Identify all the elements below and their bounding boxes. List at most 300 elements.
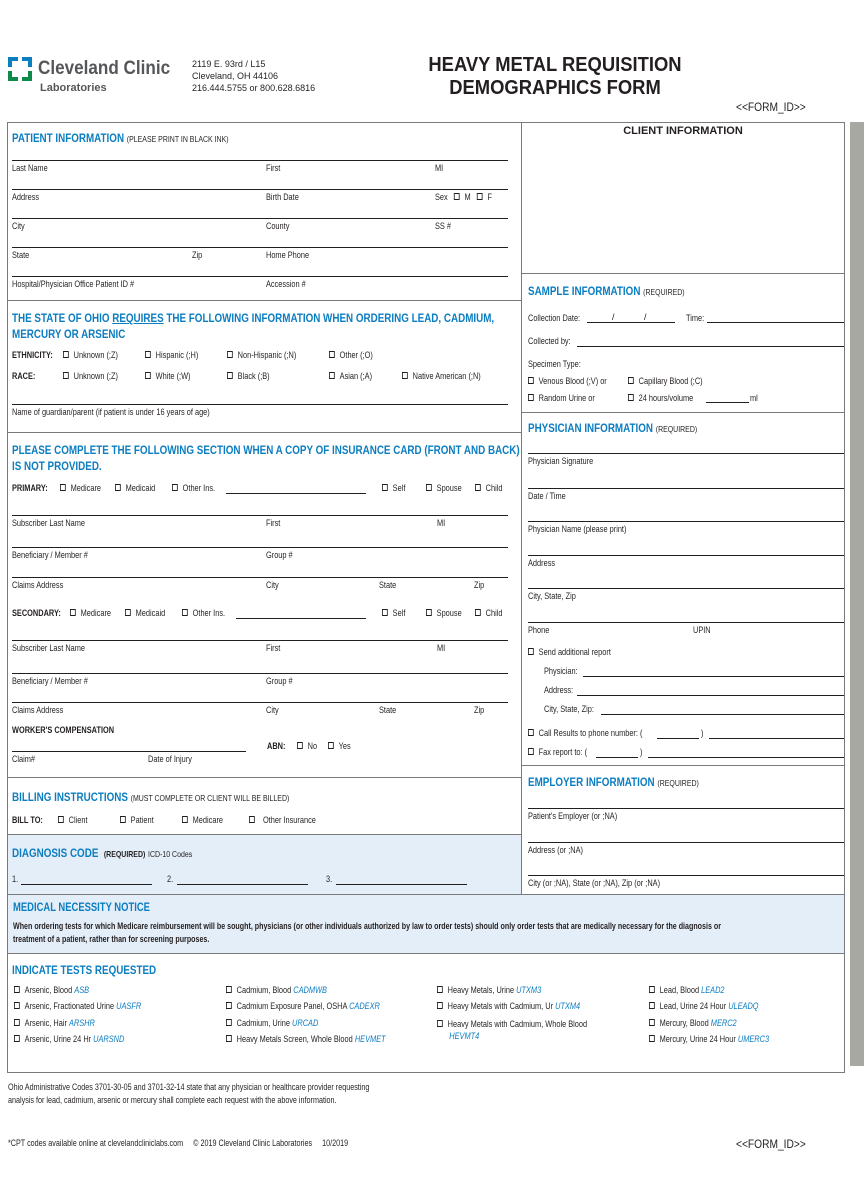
physician-address-field[interactable] xyxy=(528,555,844,556)
secondary-relation-option[interactable] xyxy=(475,608,502,618)
test-checkbox[interactable] xyxy=(14,1035,20,1042)
relation-checkbox[interactable] xyxy=(382,609,388,616)
employer-city-field[interactable] xyxy=(528,875,844,876)
volume-field[interactable] xyxy=(706,402,749,403)
zip-label: Zip xyxy=(192,250,203,260)
ethnicity-checkbox[interactable] xyxy=(329,351,335,358)
diagnosis-num: 3. xyxy=(326,874,333,884)
relation-label: Child xyxy=(485,608,503,618)
physician-info-title xyxy=(528,421,697,435)
specimen-checkbox[interactable] xyxy=(528,394,534,401)
ethnicity-option[interactable] xyxy=(227,350,296,360)
date-time-label: Date / Time xyxy=(528,491,566,501)
test-checkbox[interactable] xyxy=(437,986,443,993)
insurance-title-line-2: IS NOT PROVIDED. xyxy=(12,459,102,473)
billing-title xyxy=(12,790,289,804)
test-option[interactable] xyxy=(14,1034,124,1044)
diagnosis-title xyxy=(12,846,192,860)
divider xyxy=(7,777,522,778)
time-label: Time: xyxy=(686,313,705,323)
claims-state-label: State xyxy=(379,705,397,715)
city-label: City xyxy=(12,221,25,231)
state-line[interactable] xyxy=(12,247,508,248)
logo xyxy=(8,57,32,81)
secondary-plan-option[interactable] xyxy=(70,608,111,618)
abn-option[interactable] xyxy=(297,741,317,751)
physician-signature-field[interactable] xyxy=(528,453,844,454)
test-option[interactable] xyxy=(437,1001,580,1011)
patient-id-line[interactable] xyxy=(12,276,508,277)
lab-address xyxy=(192,58,315,94)
sex-label: Sex xyxy=(435,192,448,202)
test-name: Cadmium Exposure Panel, OSHA xyxy=(236,1001,348,1011)
bill-to-option[interactable] xyxy=(58,815,88,825)
subscriber-mi-label: MI xyxy=(437,643,446,653)
paren-close: ) xyxy=(640,747,643,757)
bill-to-option[interactable] xyxy=(182,815,223,825)
relation-checkbox[interactable] xyxy=(475,484,481,491)
specimen-checkbox[interactable] xyxy=(628,377,634,384)
sex-m-checkbox[interactable] xyxy=(454,193,460,200)
call-results-checkbox[interactable] xyxy=(528,729,534,736)
specimen-option-label: 24 hours/volume xyxy=(638,393,694,403)
test-checkbox[interactable] xyxy=(649,1019,655,1026)
test-name: Heavy Metals with Cadmium, Ur xyxy=(447,1001,554,1011)
primary-relation-option[interactable] xyxy=(475,483,502,493)
tests-title: INDICATE TESTS REQUESTED xyxy=(12,963,157,977)
secondary-relation-option[interactable] xyxy=(426,608,462,618)
ethnicity-checkbox[interactable] xyxy=(63,351,69,358)
claims-zip-label: Zip xyxy=(474,580,485,590)
sex-m-label: M xyxy=(464,192,471,202)
form-id-top: <<FORM_ID>> xyxy=(736,100,806,114)
race-checkbox[interactable] xyxy=(145,372,151,379)
add-physician-field[interactable] xyxy=(583,676,844,677)
add-physician-label: Physician: xyxy=(544,666,578,676)
test-name: Heavy Metals, Urine xyxy=(447,985,515,995)
divider xyxy=(7,300,522,301)
relation-label: Self xyxy=(392,483,406,493)
send-additional-report-option[interactable] xyxy=(528,647,611,657)
plan-checkbox[interactable] xyxy=(60,484,66,491)
test-option[interactable] xyxy=(649,1001,759,1011)
date-of-injury-label: Date of Injury xyxy=(148,754,192,764)
bill-to-option[interactable] xyxy=(120,815,154,825)
ethnicity-option-label: Other (;O) xyxy=(339,350,373,360)
physician-city-field[interactable] xyxy=(528,588,844,589)
test-checkbox[interactable] xyxy=(226,986,232,993)
test-code: ULEADQ xyxy=(728,1001,759,1011)
ethnicity-option[interactable] xyxy=(145,350,198,360)
title-line-1: HEAVY METAL REQUISITION xyxy=(428,54,682,76)
primary-plan-option[interactable] xyxy=(60,483,101,493)
county-label: County xyxy=(266,221,290,231)
client-info-title: CLIENT INFORMATION xyxy=(623,125,743,137)
race-option-label: Black (;B) xyxy=(237,371,270,381)
test-option[interactable] xyxy=(14,1018,95,1028)
test-name: Arsenic, Urine 24 Hr xyxy=(24,1034,92,1044)
diagnosis-code-2-field[interactable] xyxy=(177,884,308,885)
call-area-code-field[interactable] xyxy=(657,738,699,739)
ethnicity-checkbox[interactable] xyxy=(227,351,233,358)
test-name: Mercury, Blood xyxy=(659,1018,709,1028)
bill-to-option[interactable] xyxy=(249,815,316,825)
collection-date-field[interactable] xyxy=(587,322,675,323)
diagnosis-code-1-field[interactable] xyxy=(21,884,152,885)
relation-label: Spouse xyxy=(436,608,462,618)
specimen-option[interactable] xyxy=(628,393,693,403)
patient-info-title xyxy=(12,131,229,145)
sample-required: (REQUIRED) xyxy=(643,287,685,297)
specimen-option-label: Venous Blood (;V) or xyxy=(538,376,607,386)
address-label: Address xyxy=(12,192,40,202)
last-name-line[interactable] xyxy=(12,160,508,161)
ethnicity-option[interactable] xyxy=(63,350,118,360)
secondary-claims-line[interactable] xyxy=(12,702,508,703)
city-line[interactable] xyxy=(12,218,508,219)
test-code: HEVMET xyxy=(354,1034,386,1044)
paren-close: ) xyxy=(701,728,704,738)
secondary-plan-option[interactable] xyxy=(182,608,225,618)
plan-checkbox[interactable] xyxy=(70,609,76,616)
test-name: Mercury, Urine 24 Hour xyxy=(659,1034,736,1044)
form-id-bottom: <<FORM_ID>> xyxy=(736,1137,806,1151)
test-name: Cadmium, Blood xyxy=(236,985,292,995)
test-code: CADEXR xyxy=(349,1001,380,1011)
ethnicity-option-label: Hispanic (;H) xyxy=(155,350,199,360)
sex-field xyxy=(435,192,492,202)
call-results-label: Call Results to phone number: ( xyxy=(538,728,643,738)
subscriber-first-label: First xyxy=(266,518,281,528)
employer-name-field[interactable] xyxy=(528,808,844,809)
sex-f-checkbox[interactable] xyxy=(477,193,483,200)
test-name: Arsenic, Fractionated Urine xyxy=(24,1001,115,1011)
ethnicity-option[interactable] xyxy=(329,350,373,360)
test-option[interactable] xyxy=(226,1034,386,1044)
specimen-checkbox[interactable] xyxy=(528,377,534,384)
necessity-title: MEDICAL NECESSITY NOTICE xyxy=(13,902,150,914)
subscriber-mi-label: MI xyxy=(437,518,446,528)
guardian-label: Name of guardian/parent (if patient is under 16 years of age) xyxy=(12,407,210,417)
test-code: ARSHR xyxy=(68,1018,95,1028)
address-line-field[interactable] xyxy=(12,189,508,190)
relation-checkbox[interactable] xyxy=(382,484,388,491)
date-separator: / xyxy=(644,312,647,322)
primary-plan-option[interactable] xyxy=(115,483,155,493)
race-checkbox[interactable] xyxy=(402,372,408,379)
employer-city-label: City (or ;NA), State (or ;NA), Zip (or ;NA) xyxy=(528,878,661,888)
employer-address-label: Address (or ;NA) xyxy=(528,845,583,855)
specimen-option[interactable] xyxy=(528,393,595,403)
page-title xyxy=(380,54,730,100)
secondary-plan-option[interactable] xyxy=(125,608,165,618)
test-code: ASB xyxy=(74,985,90,995)
ohio-title-post: THE FOLLOWING INFORMATION WHEN ORDERING LEAD, CADMIUM, xyxy=(163,311,495,325)
physician-required: (REQUIRED) xyxy=(655,424,698,434)
test-code: LEAD2 xyxy=(701,985,725,995)
bill-to-label: BILL TO: xyxy=(12,815,43,825)
diagnosis-panel xyxy=(8,834,521,894)
diagnosis-num: 2. xyxy=(167,874,174,884)
ml-label: ml xyxy=(750,393,758,403)
fax-report-option[interactable] xyxy=(528,747,587,757)
test-name: Heavy Metals Screen, Whole Blood xyxy=(236,1034,353,1044)
relation-label: Self xyxy=(392,608,406,618)
address-line: 216.444.5755 or 800.628.6816 xyxy=(192,83,316,93)
race-option-label: White (;W) xyxy=(155,371,191,381)
claim-label: Claim# xyxy=(12,754,35,764)
date-time-field[interactable] xyxy=(528,488,844,489)
test-code: CADMWB xyxy=(293,985,327,995)
logo-name: Cleveland Clinic xyxy=(38,58,171,79)
race-option-label: Unknown (;Z) xyxy=(73,371,118,381)
specimen-option-label: Capillary Blood (;C) xyxy=(638,376,703,386)
physician-name-field[interactable] xyxy=(528,521,844,522)
relation-checkbox[interactable] xyxy=(426,484,432,491)
race-checkbox[interactable] xyxy=(227,372,233,379)
bill-to-option-label: Medicare xyxy=(192,815,224,825)
date-separator: / xyxy=(612,312,615,322)
secondary-relation-option[interactable] xyxy=(382,608,405,618)
test-checkbox[interactable] xyxy=(649,1002,655,1009)
divider xyxy=(521,273,845,274)
mi-label: MI xyxy=(435,163,444,173)
bill-to-option-label: Patient xyxy=(130,815,154,825)
bill-to-checkbox[interactable] xyxy=(58,816,64,823)
group-label: Group # xyxy=(266,550,293,560)
add-city-field[interactable] xyxy=(601,714,844,715)
test-checkbox[interactable] xyxy=(649,1035,655,1042)
sample-info-title xyxy=(528,284,685,298)
fax-number-field[interactable] xyxy=(648,757,844,758)
diagnosis-heading: DIAGNOSIS CODE xyxy=(12,846,99,860)
race-option[interactable] xyxy=(145,371,191,381)
collected-by-label: Collected by: xyxy=(528,336,571,346)
claims-state-label: State xyxy=(379,580,397,590)
birth-date-label: Birth Date xyxy=(266,192,299,202)
claims-address-label: Claims Address xyxy=(12,705,64,715)
ethnicity-label: ETHNICITY: xyxy=(12,350,53,360)
add-city-label: City, State, Zip: xyxy=(544,704,594,714)
guardian-line[interactable] xyxy=(12,404,508,405)
diagnosis-num: 1. xyxy=(12,874,19,884)
specimen-option[interactable] xyxy=(528,376,607,386)
test-checkbox[interactable] xyxy=(226,1035,232,1042)
bill-to-option-label: Other Insurance xyxy=(262,815,316,825)
specimen-option-label: Random Urine or xyxy=(538,393,595,403)
upin-label: UPIN xyxy=(693,625,711,635)
billing-heading: BILLING INSTRUCTIONS xyxy=(12,790,128,804)
abn-option-label: No xyxy=(307,741,318,751)
abn-checkbox[interactable] xyxy=(328,742,334,749)
plan-checkbox[interactable] xyxy=(115,484,121,491)
test-checkbox[interactable] xyxy=(437,1002,443,1009)
ohio-title-requires: REQUIRES xyxy=(112,311,164,325)
physician-phone-field[interactable] xyxy=(528,622,844,623)
cpt-notice: *CPT codes available online at clevelandcliniclabs.com © 2019 Cleveland Clinic Laboratories 10/2019 xyxy=(8,1138,349,1148)
test-code: UMERC3 xyxy=(737,1034,770,1044)
secondary-member-line[interactable] xyxy=(12,673,508,674)
send-additional-checkbox[interactable] xyxy=(528,648,534,655)
abn-label: ABN: xyxy=(267,741,286,751)
physician-heading: PHYSICIAN INFORMATION xyxy=(528,421,654,435)
plan-label: Other Ins. xyxy=(192,608,226,618)
test-code: UTXM3 xyxy=(516,985,542,995)
diagnosis-required: (REQUIRED) xyxy=(103,849,146,859)
state-label: State xyxy=(12,250,30,260)
test-option[interactable] xyxy=(226,1018,318,1028)
test-checkbox[interactable] xyxy=(226,1002,232,1009)
race-option[interactable] xyxy=(329,371,372,381)
test-code: UTXM4 xyxy=(555,1001,581,1011)
abn-option-label: Yes xyxy=(338,741,351,751)
group-label: Group # xyxy=(266,676,293,686)
test-checkbox[interactable] xyxy=(14,986,20,993)
ethnicity-option-label: Unknown (;Z) xyxy=(73,350,118,360)
ohio-codes-line-1: Ohio Administrative Codes 3701-30-05 and 3701-32-14 state that any physician or healthcare provider requesting xyxy=(8,1082,370,1092)
necessity-text xyxy=(13,920,721,946)
patient-info-heading: PATIENT INFORMATION xyxy=(12,131,125,145)
claims-city-label: City xyxy=(266,580,279,590)
test-option[interactable] xyxy=(649,1034,769,1044)
primary-relation-option[interactable] xyxy=(426,483,462,493)
test-checkbox[interactable] xyxy=(226,1019,232,1026)
ohio-title-line-2: MERCURY OR ARSENIC xyxy=(12,327,126,341)
secondary-subscriber-line[interactable] xyxy=(12,640,508,641)
add-address-field[interactable] xyxy=(577,695,844,696)
secondary-label: SECONDARY: xyxy=(12,608,61,618)
relation-checkbox[interactable] xyxy=(475,609,481,616)
secondary-other-ins-line[interactable] xyxy=(236,618,366,619)
patient-info-note: (PLEASE PRINT IN BLACK INK) xyxy=(126,134,229,144)
test-checkbox[interactable] xyxy=(14,1002,20,1009)
race-option-label: Native American (;N) xyxy=(412,371,481,381)
ethnicity-checkbox[interactable] xyxy=(145,351,151,358)
primary-claims-line[interactable] xyxy=(12,577,508,578)
necessity-text-line-2: treatment of a patient, rather than for screening purposes. xyxy=(13,934,210,944)
sample-heading: SAMPLE INFORMATION xyxy=(528,284,641,298)
bill-to-checkbox[interactable] xyxy=(120,816,126,823)
plan-label: Medicare xyxy=(80,608,112,618)
claim-line[interactable] xyxy=(12,751,246,752)
race-checkbox[interactable] xyxy=(63,372,69,379)
fax-area-code-field[interactable] xyxy=(596,757,638,758)
primary-plan-option[interactable] xyxy=(172,483,215,493)
test-code: UARSND xyxy=(93,1034,125,1044)
test-checkbox[interactable] xyxy=(14,1019,20,1026)
divider xyxy=(521,765,845,766)
plan-checkbox[interactable] xyxy=(125,609,131,616)
relation-label: Spouse xyxy=(436,483,462,493)
fax-report-label: Fax report to: ( xyxy=(538,747,588,757)
primary-relation-option[interactable] xyxy=(382,483,405,493)
bill-to-checkbox[interactable] xyxy=(182,816,188,823)
test-code: UASFR xyxy=(116,1001,142,1011)
relation-checkbox[interactable] xyxy=(426,609,432,616)
claims-zip-label: Zip xyxy=(474,705,485,715)
test-option[interactable] xyxy=(226,985,327,995)
plan-checkbox[interactable] xyxy=(182,609,188,616)
test-option[interactable] xyxy=(437,1018,587,1042)
test-name: Arsenic, Hair xyxy=(24,1018,67,1028)
physician-signature-label: Physician Signature xyxy=(528,456,594,466)
abn-checkbox[interactable] xyxy=(297,742,303,749)
time-field[interactable] xyxy=(707,322,844,323)
member-label: Beneficiary / Member # xyxy=(12,676,88,686)
test-name: Arsenic, Blood xyxy=(24,985,73,995)
test-option[interactable] xyxy=(437,985,541,995)
employer-address-field[interactable] xyxy=(528,842,844,843)
ohio-codes-notice xyxy=(8,1081,369,1107)
specimen-type-label: Specimen Type: xyxy=(528,359,581,369)
title-line-2: DEMOGRAPHICS FORM xyxy=(449,77,661,99)
claims-address-label: Claims Address xyxy=(12,580,64,590)
primary-label: PRIMARY: xyxy=(12,483,48,493)
diagnosis-code-3-field[interactable] xyxy=(336,884,467,885)
ohio-codes-line-2: analysis for lead, cadmium, arsenic or mercury shall complete each request with the above information. xyxy=(8,1095,337,1105)
scrollbar[interactable] xyxy=(850,122,864,1066)
test-checkbox[interactable] xyxy=(437,1020,443,1027)
sex-f-label: F xyxy=(487,192,493,202)
collected-by-field[interactable] xyxy=(577,346,844,347)
specimen-option[interactable] xyxy=(628,376,703,386)
ohio-title-line-1 xyxy=(12,310,494,326)
test-option[interactable] xyxy=(14,1001,141,1011)
diagnosis-note: ICD-10 Codes xyxy=(148,849,193,859)
physician-phone-label: Phone xyxy=(528,625,550,635)
plan-label: Medicaid xyxy=(125,483,156,493)
address-line: Cleveland, OH 44106 xyxy=(192,71,279,81)
employer-info-title xyxy=(528,775,699,789)
ohio-title xyxy=(12,310,494,342)
fax-report-checkbox[interactable] xyxy=(528,748,534,755)
test-checkbox[interactable] xyxy=(649,986,655,993)
race-option[interactable] xyxy=(63,371,118,381)
primary-subscriber-line[interactable] xyxy=(12,515,508,516)
race-option[interactable] xyxy=(227,371,270,381)
plan-checkbox[interactable] xyxy=(172,484,178,491)
primary-other-ins-line[interactable] xyxy=(226,493,366,494)
primary-member-line[interactable] xyxy=(12,547,508,548)
subscriber-last-label: Subscriber Last Name xyxy=(12,643,86,653)
physician-name-label: Physician Name (please print) xyxy=(528,524,627,534)
race-option[interactable] xyxy=(402,371,481,381)
call-phone-field[interactable] xyxy=(709,738,844,739)
test-option[interactable] xyxy=(649,985,725,995)
race-option-label: Asian (;A) xyxy=(339,371,373,381)
address-line: 2119 E. 93rd / L15 xyxy=(192,59,266,69)
race-label: RACE: xyxy=(12,371,36,381)
necessity-text-line-1: When ordering tests for which Medicare reimbursement will be sought, physicians (or other individuals authorized by law to order tests) should only order tests that are medically necessary for the diagnosis or xyxy=(13,921,722,931)
member-label: Beneficiary / Member # xyxy=(12,550,88,560)
divider xyxy=(7,432,522,433)
subscriber-last-label: Subscriber Last Name xyxy=(12,518,86,528)
abn-option[interactable] xyxy=(328,741,351,751)
ethnicity-option-label: Non-Hispanic (;N) xyxy=(237,350,297,360)
race-checkbox[interactable] xyxy=(329,372,335,379)
test-option[interactable] xyxy=(649,1018,737,1028)
bill-to-checkbox[interactable] xyxy=(249,816,255,823)
test-option[interactable] xyxy=(226,1001,380,1011)
physician-city-label: City, State, Zip xyxy=(528,591,576,601)
specimen-checkbox[interactable] xyxy=(628,394,634,401)
employer-name-label: Patient's Employer (or ;NA) xyxy=(528,811,618,821)
test-option[interactable] xyxy=(14,985,89,995)
call-results-option[interactable] xyxy=(528,728,642,738)
relation-label: Child xyxy=(485,483,503,493)
insurance-title xyxy=(12,442,520,474)
bill-to-option-label: Client xyxy=(68,815,88,825)
